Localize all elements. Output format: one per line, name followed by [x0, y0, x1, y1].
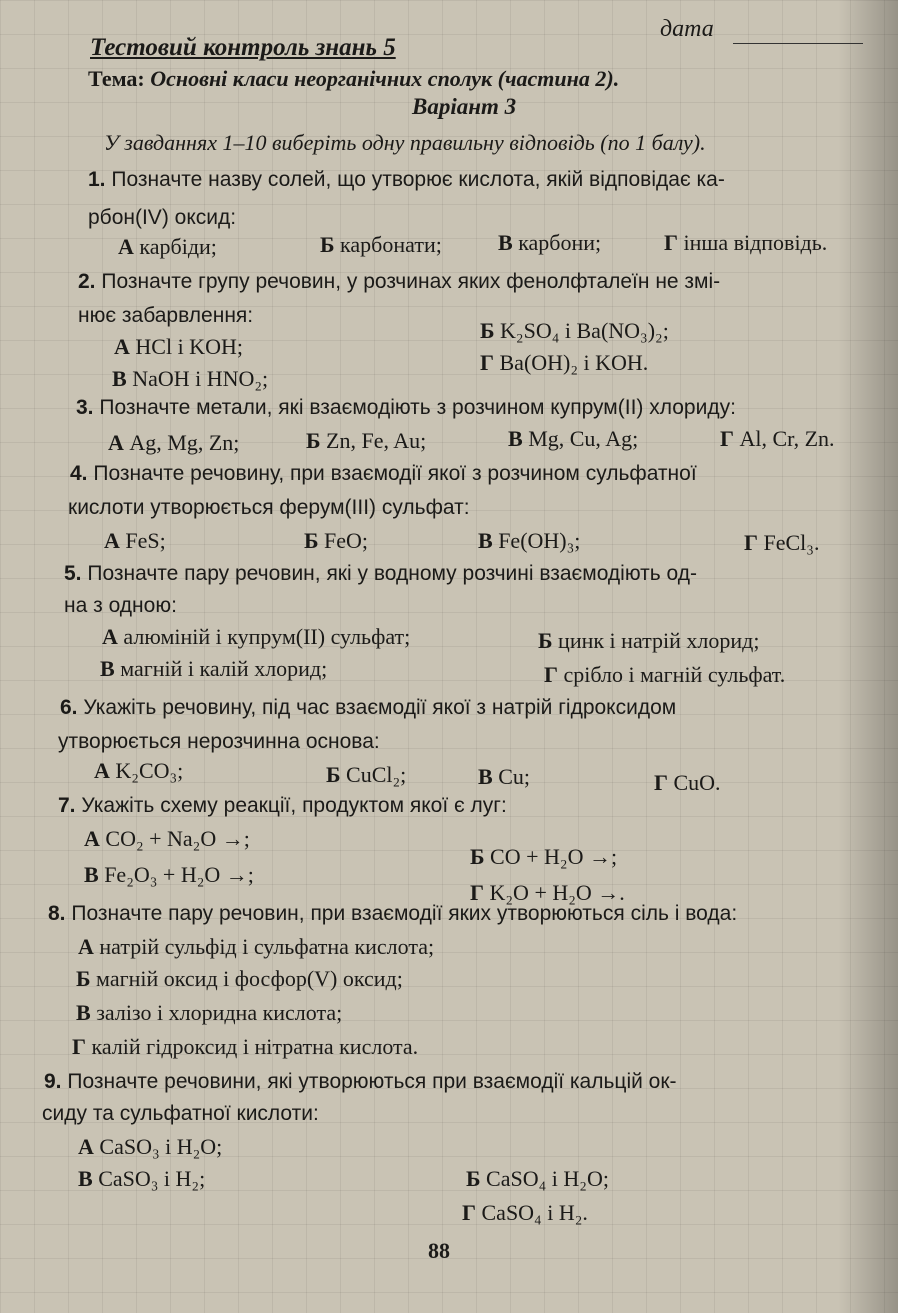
q6-option-c: В Cu;: [478, 764, 530, 789]
question-2-cont: нює забарвлення:: [78, 304, 254, 327]
page-number: 88: [428, 1238, 450, 1263]
q8-option-b: Б магній оксид і фосфор(V) оксид;: [76, 966, 403, 991]
q5-option-c: В магній і калій хлорид;: [100, 656, 328, 681]
page-shadow: [838, 0, 898, 1313]
question-5: 5. Позначте пару речовин, які у водному розчині взаємодіють од-: [64, 562, 697, 585]
theme-label: Тема:: [88, 66, 145, 91]
q6-option-a: А K₂CO₃;: [94, 758, 184, 783]
question-8: 8. Позначте пару речовин, при взаємодії яких утворюються сіль і вода:: [48, 902, 738, 925]
question-4-cont: кислоти утворюється ферум(III) сульфат:: [68, 496, 470, 519]
theme-line: [88, 66, 619, 92]
q7-option-a: А CO₂ + Na₂O →;: [84, 826, 250, 851]
q2-option-d: Г Ba(OH)₂ і KOH.: [480, 350, 649, 375]
question-5-cont: на з одною:: [64, 594, 177, 617]
q7-option-c: В Fe₂O₃ + H₂O →;: [84, 862, 254, 887]
variant-label: Варіант 3: [412, 94, 517, 119]
q8-option-d: Г калій гідроксид і нітратна кислота.: [72, 1034, 419, 1059]
q3-option-d: Г Al, Cr, Zn.: [720, 426, 835, 451]
q2-option-b: Б K₂SO₄ і Ba(NO₃)₂;: [480, 318, 669, 343]
question-9-cont: сиду та сульфатної кислоти:: [42, 1102, 319, 1125]
q6-option-b: Б CuCl₂;: [326, 762, 407, 787]
q6-option-d: Г CuO.: [654, 770, 721, 795]
q1-option-c: В карбони;: [498, 230, 602, 255]
theme-text: Основні класи неорганічних сполук (частина 2).: [150, 66, 620, 91]
q7-option-b: Б CO + H₂O →;: [470, 844, 618, 869]
q1-option-a: А карбіди;: [118, 234, 217, 259]
question-1: 1. Позначте назву солей, що утворює кислота, якій відповідає ка-: [88, 168, 725, 191]
question-3: 3. Позначте метали, які взаємодіють з розчином купрум(II) хлориду:: [76, 396, 736, 419]
q2-option-c: В NaOH і HNO₂;: [112, 366, 269, 391]
q5-option-a: А алюміній і купрум(II) сульфат;: [102, 624, 411, 649]
test-title: Тестовий контроль знань 5: [90, 34, 396, 61]
question-6: 6. Укажіть речовину, під час взаємодії якої з натрій гідроксидом: [60, 696, 677, 719]
q7-option-d: Г K₂O + H₂O →.: [470, 880, 625, 905]
question-2: 2. Позначте групу речовин, у розчинах яких фенолфталеїн не змі-: [78, 270, 721, 293]
question-9: 9. Позначте речовини, які утворюються при взаємодії кальцій ок-: [44, 1070, 677, 1093]
question-7: 7. Укажіть схему реакції, продуктом якої є луг:: [58, 794, 507, 817]
q3-option-a: А Ag, Mg, Zn;: [108, 430, 240, 455]
q5-option-b: Б цинк і натрій хлорид;: [538, 628, 760, 653]
q4-option-a: А FeS;: [104, 528, 166, 553]
q8-option-a: А натрій сульфід і сульфатна кислота;: [78, 934, 435, 959]
q3-option-b: Б Zn, Fe, Au;: [306, 428, 427, 453]
q5-option-d: Г срібло і магній сульфат.: [544, 662, 786, 687]
q1-option-b: Б карбонати;: [320, 232, 442, 257]
q2-option-a: А HCl і KOH;: [114, 334, 243, 359]
q4-option-d: Г FeCl₃.: [744, 530, 820, 555]
question-1-cont: рбон(IV) оксид:: [88, 206, 237, 229]
q3-option-c: В Mg, Cu, Ag;: [508, 426, 639, 451]
q9-option-a: А CaSO₃ і H₂O;: [78, 1134, 223, 1159]
question-4: 4. Позначте речовину, при взаємодії якої з розчином сульфатної: [70, 462, 697, 485]
q9-option-b: Б CaSO₄ і H₂O;: [466, 1166, 609, 1191]
date-label: дата: [660, 16, 714, 42]
q1-option-d: Г інша відповідь.: [664, 230, 828, 255]
q4-option-c: В Fe(OH)₃;: [478, 528, 581, 553]
q9-option-d: Г CaSO₄ і H₂.: [462, 1200, 588, 1225]
question-6-cont: утворюється нерозчинна основа:: [58, 730, 380, 753]
q9-option-c: В CaSO₃ і H₂;: [78, 1166, 206, 1191]
q4-option-b: Б FeO;: [304, 528, 369, 553]
date-blank-line: [733, 43, 863, 44]
instruction: У завданнях 1–10 виберіть одну правильну відповідь (по 1 балу).: [104, 130, 706, 155]
q8-option-c: В залізо і хлоридна кислота;: [76, 1000, 343, 1025]
